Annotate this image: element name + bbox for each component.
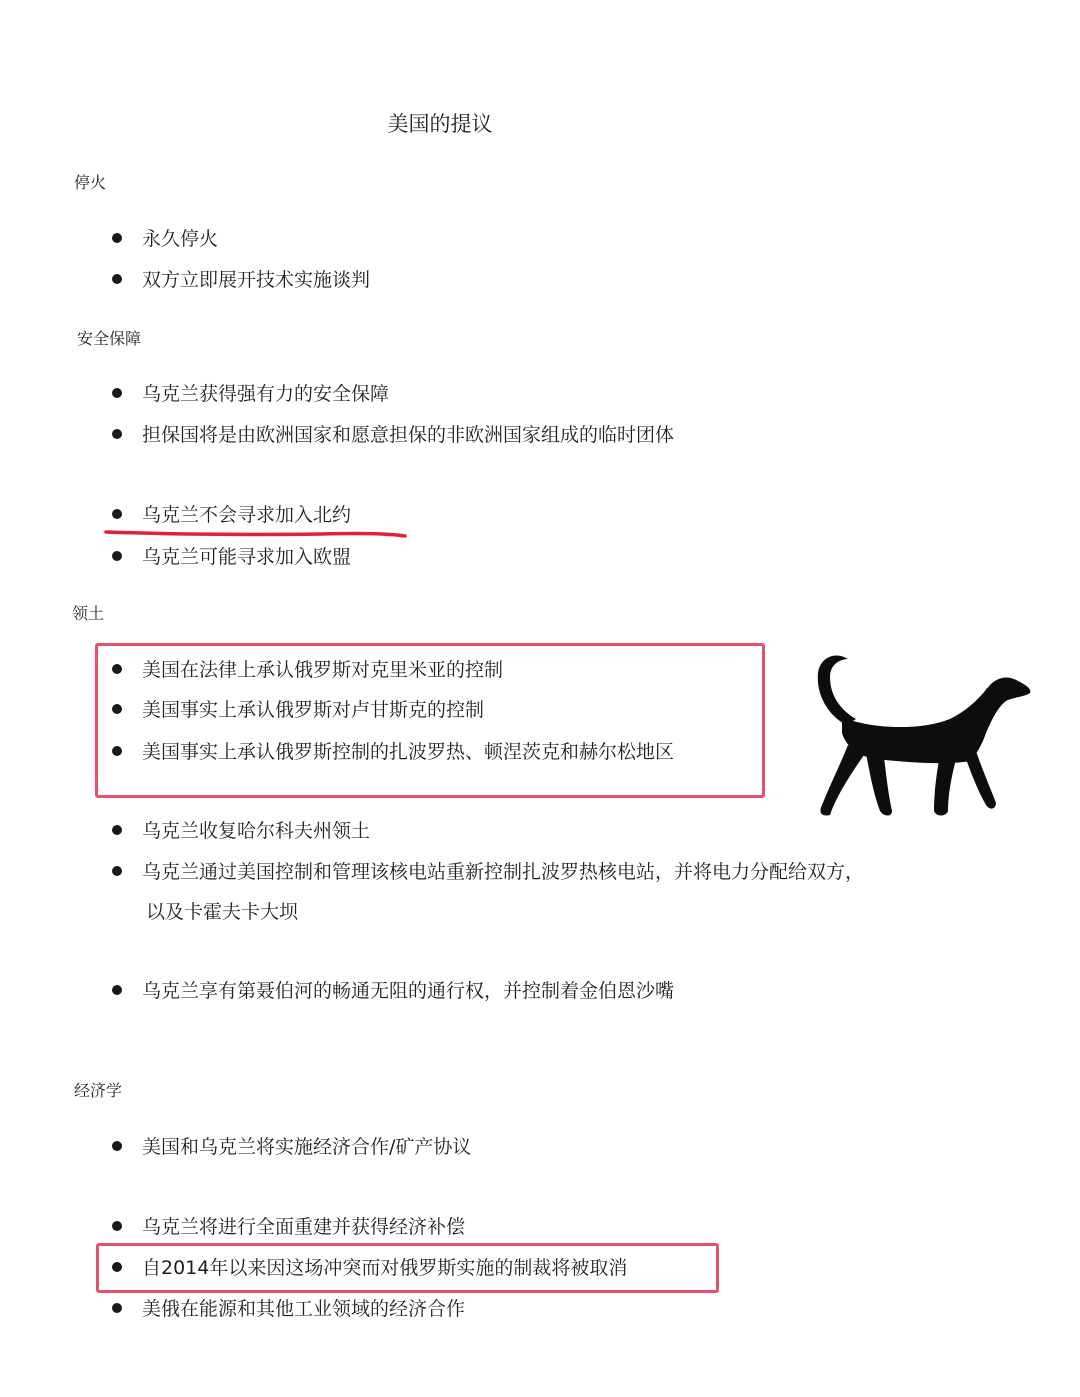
- section-heading-security: 安全保障: [77, 329, 142, 348]
- list-item-continuation: 以及卡霍夫卡大坝: [146, 901, 299, 923]
- bullet-dot-icon: [112, 746, 122, 756]
- section-heading-ceasefire: 停火: [74, 173, 107, 192]
- list-item: 美国事实上承认俄罗斯控制的扎波罗热、顿涅茨克和赫尔松地区: [112, 740, 674, 764]
- bullet-dot-icon: [112, 866, 122, 876]
- list-item: 乌克兰可能寻求加入欧盟: [112, 545, 351, 569]
- bullet-dot-icon: [112, 274, 122, 284]
- bullet-dot-icon: [112, 509, 122, 519]
- section-heading-economy: 经济学: [74, 1081, 123, 1100]
- list-item: 双方立即展开技术实施谈判: [112, 268, 370, 292]
- bullet-dot-icon: [112, 551, 122, 561]
- bullet-dot-icon: [112, 1303, 122, 1313]
- list-item: 担保国将是由欧洲国家和愿意担保的非欧洲国家组成的临时团体: [112, 423, 674, 447]
- bullet-dot-icon: [112, 825, 122, 835]
- bullet-dot-icon: [112, 429, 122, 439]
- bullet-dot-icon: [112, 664, 122, 674]
- page-title: 美国的提议: [387, 112, 493, 136]
- list-item: 乌克兰获得强有力的安全保障: [112, 382, 389, 406]
- bullet-dot-icon: [112, 985, 122, 995]
- list-item: 美俄在能源和其他工业领域的经济合作: [112, 1297, 465, 1321]
- list-item: 永久停火: [112, 227, 218, 251]
- list-item: 乌克兰通过美国控制和管理该核电站重新控制扎波罗热核电站，并将电力分配给双方，: [112, 860, 864, 884]
- list-item: 乌克兰不会寻求加入北约: [112, 503, 351, 527]
- section-heading-territory: 领土: [72, 604, 105, 623]
- bullet-dot-icon: [112, 388, 122, 398]
- bullet-dot-icon: [112, 1262, 122, 1272]
- list-item: 乌克兰收复哈尔科夫州领土: [112, 819, 370, 843]
- bullet-dot-icon: [112, 704, 122, 714]
- dog-silhouette-icon: [800, 645, 1040, 825]
- list-item: 美国和乌克兰将实施经济合作/矿产协议: [112, 1135, 471, 1159]
- list-item: 自2014年以来因这场冲突而对俄罗斯实施的制裁将被取消: [112, 1256, 627, 1280]
- list-item: 乌克兰享有第聂伯河的畅通无阻的通行权，并控制着金伯恩沙嘴: [112, 979, 674, 1003]
- list-item: 美国在法律上承认俄罗斯对克里米亚的控制: [112, 658, 503, 682]
- red-underline-mark: [102, 522, 412, 542]
- bullet-dot-icon: [112, 1141, 122, 1151]
- bullet-dot-icon: [112, 233, 122, 243]
- list-item: 乌克兰将进行全面重建并获得经济补偿: [112, 1215, 465, 1239]
- bullet-dot-icon: [112, 1221, 122, 1231]
- list-item: 美国事实上承认俄罗斯对卢甘斯克的控制: [112, 698, 484, 722]
